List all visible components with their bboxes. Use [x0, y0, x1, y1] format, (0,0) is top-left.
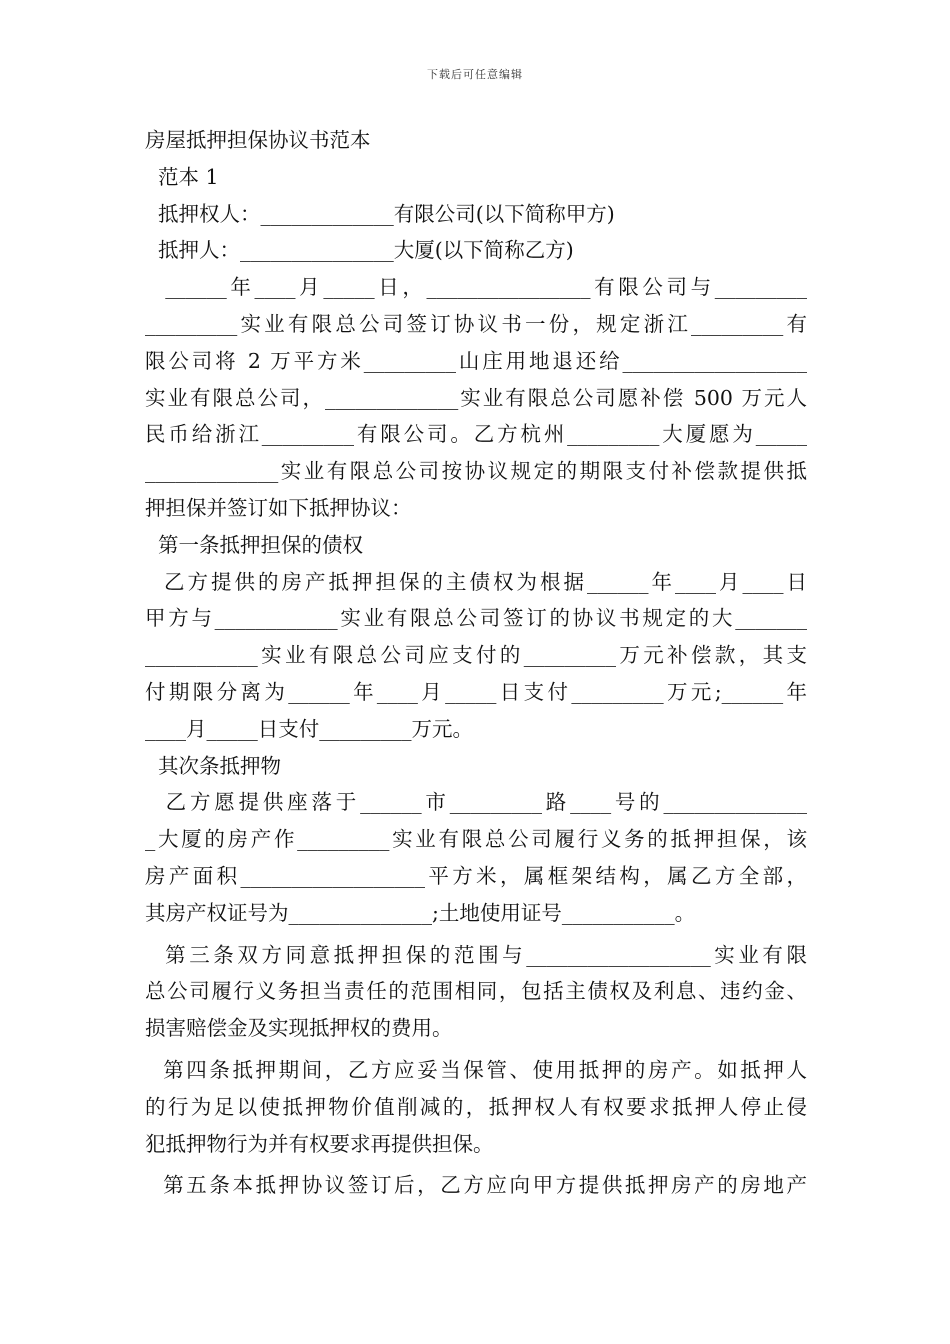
paragraph-line: ___________实业有限总公司应支付的_________万元补偿款，其支: [145, 643, 807, 668]
paragraph-line: 房产面积__________________平方米，属框架结构，属乙方全部，: [145, 863, 807, 888]
paragraph-line: ______年____月_____日，________________有限公司与_________: [145, 275, 807, 300]
paragraph-line: 第四条抵押期间，乙方应妥当保管、使用抵押的房产。如抵押人: [145, 1057, 807, 1082]
document-body: [145, 122, 807, 1204]
paragraph-line: 乙方提供的房产抵押担保的主债权为根据______年____月____日: [145, 569, 807, 594]
paragraph-line: 第五条本抵押协议签订后，乙方应向甲方提供抵押房产的房地产: [145, 1173, 807, 1198]
paragraph-line: ____月_____日支付_________万元。: [145, 716, 473, 741]
article-heading: 第一条抵押担保的债权: [145, 532, 364, 557]
paragraph-line: _____________实业有限总公司按协议规定的期限支付补偿款提供抵: [145, 459, 807, 484]
paragraph-line: 犯抵押物行为并有权要求再提供担保。: [145, 1131, 494, 1156]
paragraph-line: 押担保并签订如下抵押协议：: [145, 495, 412, 520]
header-note: 下载后可任意编辑: [427, 68, 523, 81]
document-title: 房屋抵押担保协议书范本: [145, 128, 371, 152]
paragraph-line: 总公司履行义务担当责任的范围相同，包括主债权及利息、违约金、: [145, 979, 807, 1004]
paragraph-line: _大厦的房产作_________实业有限总公司履行义务的抵押担保，该: [145, 827, 807, 852]
paragraph-line: _________实业有限总公司签订协议书一份，规定浙江_________有: [145, 311, 807, 336]
template-number: 范本 1: [145, 164, 219, 189]
mortgagor-line: 抵押人：_______________大厦(以下简称乙方): [145, 238, 574, 263]
paragraph-line: 实业有限总公司，_____________实业有限总公司愿补偿 500 万元人: [145, 385, 807, 410]
paragraph-line: 付期限分离为______年____月_____日支付_________万元;______年: [145, 679, 807, 704]
paragraph-line: 第三条双方同意抵押担保的范围与__________________实业有限: [145, 942, 807, 967]
paragraph-line: 民币给浙江_________有限公司。乙方杭州_________大厦愿为_____: [145, 422, 807, 447]
paragraph-line: 甲方与____________实业有限总公司签订的协议书规定的大_______: [145, 606, 807, 631]
paragraph-line: 其房产权证号为______________;土地使用证号___________。: [145, 900, 696, 925]
paragraph-line: 限公司将 2 万平方米_________山庄用地退还给__________________: [145, 348, 807, 373]
paragraph-line: 的行为足以使抵押物价值削减的，抵押权人有权要求抵押人停止侵: [145, 1094, 807, 1119]
mortgagee-line: 抵押权人：_____________有限公司(以下简称甲方): [145, 201, 615, 226]
article-heading: 其次条抵押物: [145, 753, 282, 778]
paragraph-line: 损害赔偿金及实现抵押权的费用。: [145, 1016, 453, 1041]
paragraph-line: 乙方愿提供座落于______市_________路____号的______________: [145, 790, 807, 815]
